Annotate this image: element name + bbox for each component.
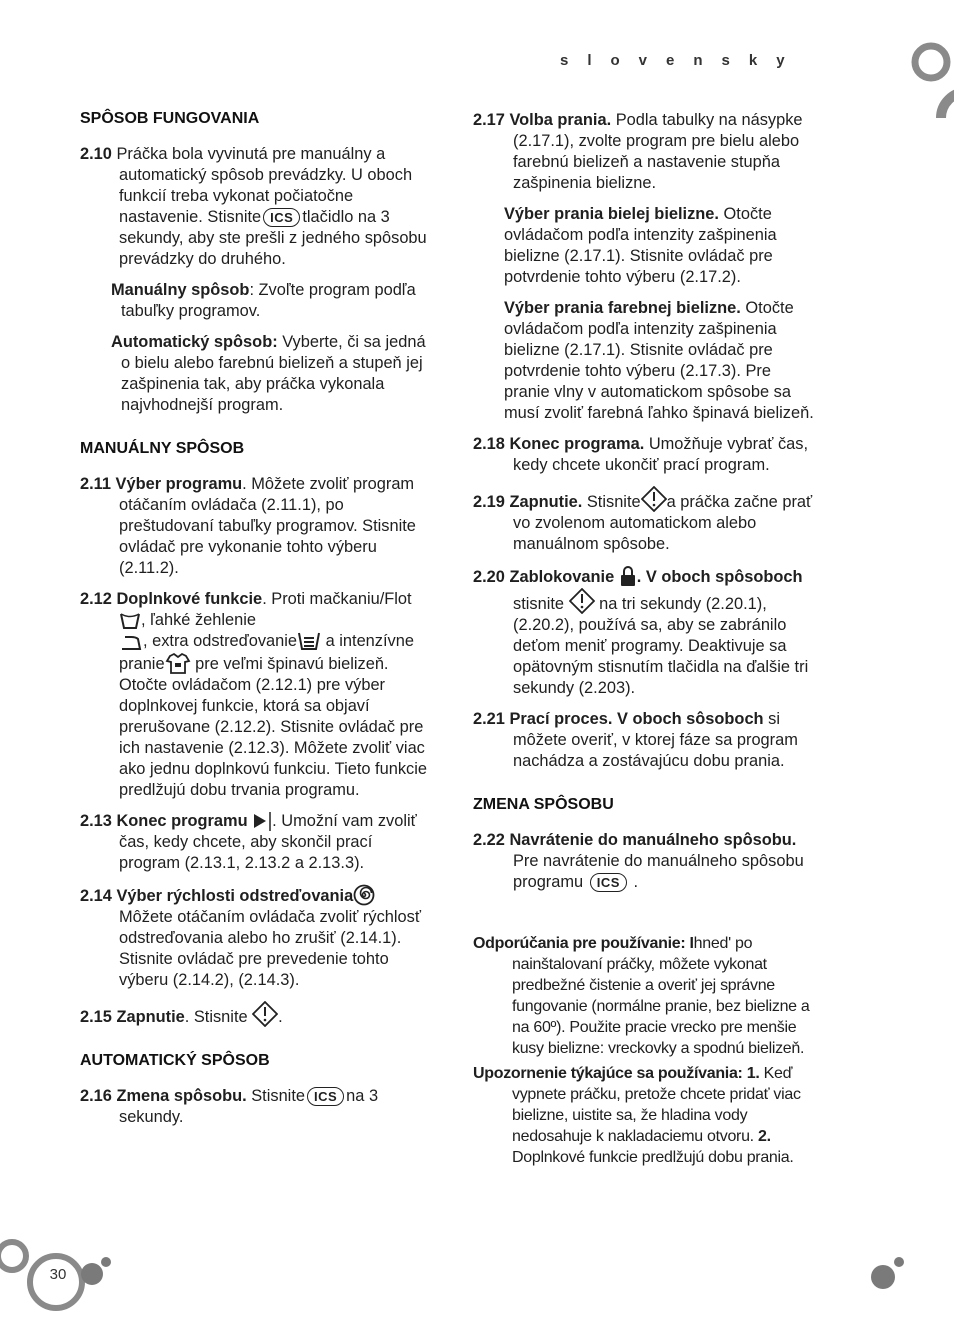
ics-button-icon: ICS bbox=[307, 1087, 344, 1106]
power-icon bbox=[252, 1001, 278, 1027]
manual-mode-text: : Zvoľte program podľa tabuľky programov. bbox=[121, 281, 416, 320]
heading-manual-mode: MANUÁLNY SPÔSOB bbox=[80, 440, 245, 457]
section-text-end: . bbox=[278, 1008, 283, 1026]
white-wash-note bbox=[473, 204, 818, 288]
section-text: Práčka bola vyvinutá pre manuálny a automatický spôsob prevádzky. U oboch funkcií treba vykonat počiatočne nastavenie. Stisnite bbox=[111, 145, 413, 226]
usage-warnings-label: Upozornenie týkajúce sa používania: 1. bbox=[473, 1065, 760, 1082]
section-text-cont: a práčka začne prať vo zvolenom automatickom alebo manuálnom spôsobe. bbox=[513, 493, 813, 553]
section-2-12 bbox=[80, 589, 430, 801]
section-text-cont: tlačidlo na 3 sekundy, aby ste prešli z jedného spôsobu prevádzky do druhého. bbox=[119, 208, 427, 268]
section-2-17 bbox=[473, 110, 818, 194]
section-text: Stisnite bbox=[582, 493, 641, 511]
section-label: 2.22 Navrátenie do manuálneho spôsobu. bbox=[473, 831, 797, 849]
power-icon bbox=[641, 486, 667, 512]
section-2-19 bbox=[473, 486, 818, 555]
section-text: . Proti mačkaniu/Flot bbox=[262, 590, 412, 608]
heading-mode-change: ZMENA SPÔSOBU bbox=[473, 796, 614, 813]
spin-speed-icon bbox=[353, 884, 375, 906]
anti-crease-icon bbox=[119, 612, 141, 630]
section-2-20 bbox=[473, 565, 818, 699]
heading-automatic-mode: AUTOMATICKÝ SPÔSOB bbox=[80, 1052, 270, 1069]
corner-decoration-bottom-right bbox=[868, 1252, 908, 1292]
section-number: 2.10 bbox=[80, 145, 112, 163]
section-text: , extra odstreďovanie bbox=[143, 632, 298, 650]
section-text-end: . bbox=[633, 873, 639, 891]
section-text-cont: na tri sekundy (2.20.1), (2.20.2), používá sa, aby se zabránilo deťom meniť programy. Deaktivuje sa opätovným stisnutím tlačidla na ďalšie tri sekundy (2.203). bbox=[513, 595, 809, 697]
section-text: . Stisnite bbox=[184, 1008, 248, 1026]
section-2-13 bbox=[80, 811, 430, 874]
section-label: 2.11 Výber programu bbox=[80, 475, 243, 493]
easy-iron-icon bbox=[119, 633, 143, 651]
right-column bbox=[473, 110, 818, 1168]
usage-warnings-text-cont: Doplnkové funkcie predlžujú dobu prania. bbox=[512, 1149, 794, 1166]
white-wash-label: Výber prania bielej bielizne. bbox=[504, 205, 719, 223]
section-2-21 bbox=[473, 709, 818, 772]
recommendations-note bbox=[473, 933, 818, 1059]
color-wash-note bbox=[473, 298, 818, 424]
section-2-15 bbox=[80, 1001, 430, 1028]
section-text: , ľahké žehlenie bbox=[141, 611, 257, 629]
manual-mode-note bbox=[80, 280, 430, 322]
section-text: Umožňuje vybrať čas, kedy chcete ukončiť prací program. bbox=[513, 435, 809, 474]
intensive-wash-icon bbox=[165, 652, 191, 674]
section-2-11 bbox=[80, 474, 430, 579]
section-label: 2.21 Prací proces. V oboch sôsoboch bbox=[473, 710, 764, 728]
power-icon bbox=[569, 588, 595, 614]
section-label: 2.14 Výber rýchlosti odstreďovania bbox=[80, 887, 354, 905]
section-label-cont: . V oboch spôsoboch bbox=[636, 568, 803, 586]
white-wash-text: Otočte ovládačom podľa intenzity zašpinenia bielizne (2.17.1). Stisnite ovládač pre potvrdenie tohto výberu (2.17.2). bbox=[504, 205, 777, 286]
auto-mode-note bbox=[80, 332, 430, 416]
section-label: 2.17 Volba prania. bbox=[473, 111, 612, 129]
usage-warnings-number: 2. bbox=[757, 1128, 771, 1145]
manual-mode-label: Manuálny spôsob bbox=[111, 281, 250, 299]
end-time-icon bbox=[252, 811, 272, 831]
corner-decoration-top bbox=[905, 38, 954, 118]
section-label: 2.15 Zapnutie bbox=[80, 1008, 185, 1026]
auto-mode-text: Vyberte, či sa jedná o bielu alebo farebnú bielizeň a stupeň jej zašpinenia tak, aby práčka vykonala najvhodnejší program. bbox=[121, 333, 426, 414]
page-number: 30 bbox=[49, 1266, 67, 1283]
section-2-16 bbox=[80, 1086, 430, 1128]
section-text: pre veľmi špinavú bielizeň. Otočte ovládačom (2.12.1) pre výber doplnkovej funkcie, ktorá sa objaví prerušovane (2.12.2). Stisnite ovládač pre ich nastavenie (2.12.3). Môžete zvoliť viac ako jednu doplnkovú funkciu. Tieto funkcie predlžujú dobu trvania programu. bbox=[119, 655, 427, 799]
section-text: stisnite bbox=[513, 595, 565, 613]
section-text: a intenzívne pranie bbox=[119, 632, 414, 673]
ics-button-icon: ICS bbox=[263, 208, 300, 227]
section-text: Môžete otáčaním ovládača zvoliť rýchlosť odstreďovania alebo ho zrušiť (2.14.1). Stisnite ovládač pre prevedenie tohto výberu (2.14.2), (2.14.3). bbox=[119, 908, 421, 989]
section-text-cont: na 3 sekundy. bbox=[119, 1087, 379, 1126]
ics-button-icon: ICS bbox=[590, 873, 627, 892]
lock-icon bbox=[619, 565, 637, 587]
section-label: 2.13 Konec programu bbox=[80, 812, 248, 830]
section-2-22 bbox=[473, 830, 818, 893]
section-text: . Môžete zvoliť program otáčaním ovládača (2.11.1), po preštudovaní tabuľky programov. Stisnite ovládač pre vykonanie tohto výberu (2.11.2). bbox=[119, 475, 416, 577]
section-text: . Umožní vam zvoliť čas, kedy chcete, aby skončil prací program (2.13.1, 2.13.2 a 2.13.3). bbox=[119, 812, 417, 872]
extra-spin-icon bbox=[297, 631, 321, 651]
section-label: 2.16 Zmena spôsobu. bbox=[80, 1087, 247, 1105]
recommendations-label: Odporúčania pre používanie: I bbox=[473, 935, 694, 952]
language-header: slovensky bbox=[560, 52, 804, 69]
section-text: si môžete overiť, v ktorej fáze sa program nachádza a zostávajúcu dobu prania. bbox=[513, 710, 798, 770]
section-label: 2.18 Konec programa. bbox=[473, 435, 645, 453]
section-text: Podla tabulky na násypke (2.17.1), zvolte program pre bielu alebo farebnú bielizeň a nastavenie stupňa zašpinenia bielizne. bbox=[513, 111, 803, 192]
section-text: Stisnite bbox=[246, 1087, 305, 1105]
auto-mode-label: Automatický spôsob: bbox=[111, 333, 278, 351]
section-label: 2.12 Doplnkové funkcie bbox=[80, 590, 263, 608]
color-wash-text: Otočte ovládačom podľa intenzity zašpinenia bielizne (2.17.1). Stisnite ovládač pre potvrdenie tohto výberu (2.17.3). Pre pranie vlny v automatickom spôsobe sa musí zvoliť farebná ľahko špinavá bielizeň. bbox=[504, 299, 814, 422]
section-2-10 bbox=[80, 144, 430, 270]
recommendations-text: hned' po nainštalovaní práčky, môžete vykonat predbežné čistenie a overiť jej správne fungovanie (normálne pranie, bez bielizne a na 60º). Použite pracie vrecko pre menšie kusy bielizne: vreckovky a spodnú bielizeň. bbox=[512, 935, 810, 1057]
section-label: 2.19 Zapnutie. bbox=[473, 493, 583, 511]
usage-warnings-text: Keď vypnete práčku, pretože chcete pridať viac bielizne, uistite sa, že hladina vody nedosahuje k nakladaciemu otvoru. bbox=[512, 1065, 801, 1145]
section-text: Pre navrátenie do manuálneho spôsobu programu bbox=[513, 852, 804, 891]
section-label: 2.20 Zablokovanie bbox=[473, 568, 615, 586]
section-2-14 bbox=[80, 884, 430, 991]
section-2-18 bbox=[473, 434, 818, 476]
heading-mode-of-operation: SPÔSOB FUNGOVANIA bbox=[80, 110, 260, 127]
usage-warnings-note bbox=[473, 1063, 818, 1168]
left-column bbox=[80, 110, 430, 1134]
color-wash-label: Výber prania farebnej bielizne. bbox=[504, 299, 741, 317]
